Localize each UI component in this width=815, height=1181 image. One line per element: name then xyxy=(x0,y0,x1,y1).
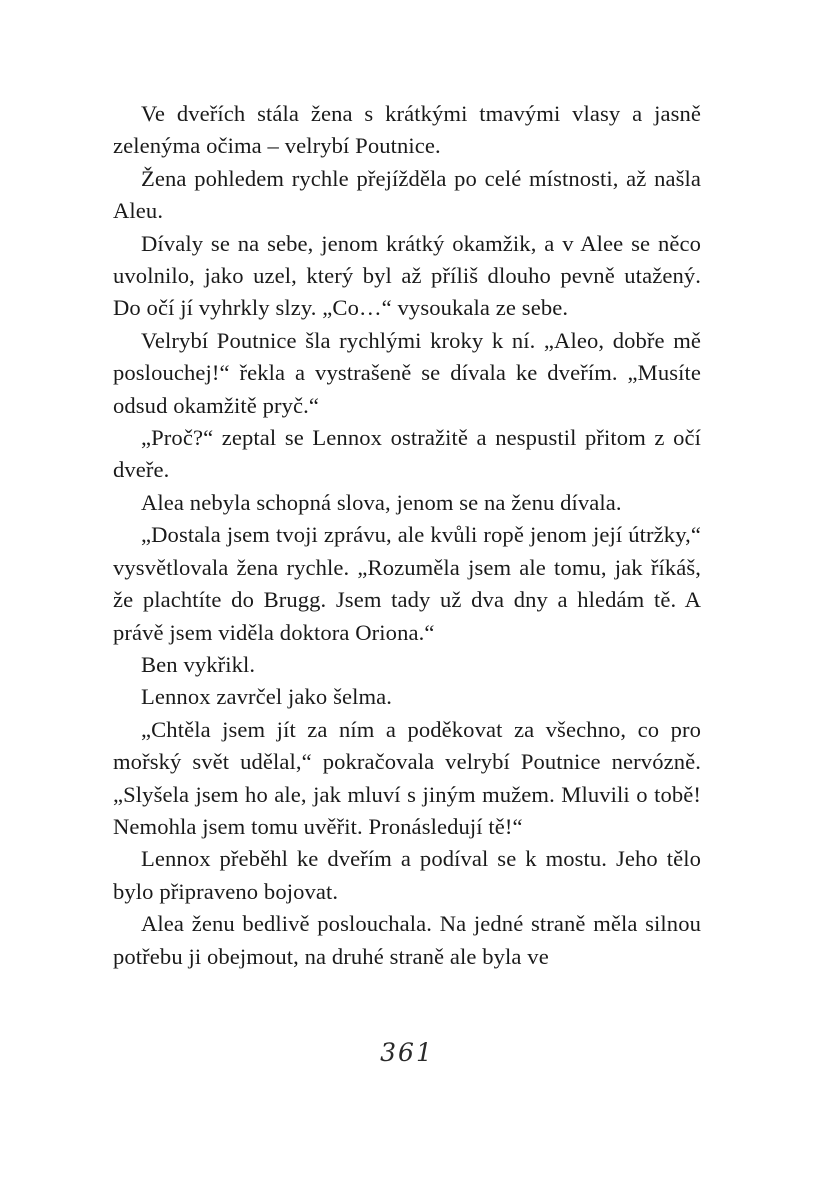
body-text xyxy=(113,98,701,973)
paragraph: „Proč?“ zeptal se Lennox ostražitě a nespustil přitom z očí dveře. xyxy=(113,425,701,483)
paragraph: „Chtěla jsem jít za ním a poděkovat za všechno, co pro mořský svět udělal,“ pokračovala velrybí Poutnice nervózně. „Slyšela jsem ho ale, jak mluví s jiným mužem. Mluvili o tobě! Nemohla jsem tomu uvěřit. Pronásledují tě!“ xyxy=(113,716,701,839)
paragraph: Alea nebyla schopná slova, jenom se na ženu dívala. xyxy=(141,489,622,515)
page-number: 361 xyxy=(380,1038,434,1067)
paragraph: Velrybí Poutnice šla rychlými kroky k ní. „Aleo, dobře mě poslouchej!“ řekla a vystrašeně se dívala ke dveřím. „Musíte odsud okamžitě pryč.“ xyxy=(113,327,701,418)
paragraph: Dívaly se na sebe, jenom krátký okamžik, a v Alee se něco uvolnilo, jako uzel, který byl až příliš dlouho pevně utažený. Do očí jí vyhrkly slzy. „Co…“ vysoukala ze sebe. xyxy=(113,230,701,321)
paragraph: Alea ženu bedlivě poslouchala. Na jedné straně měla silnou potřebu ji obejmout, na druhé straně ale byla ve xyxy=(113,911,701,969)
paragraph: „Dostala jsem tvoji zprávu, ale kvůli ropě jenom její útržky,“ vysvětlovala žena rychle. „Rozuměla jsem ale tomu, jak říkáš, že plachtíte do Brugg. Jsem tady už dva dny a hledám tě. A právě jsem viděla doktora Oriona.“ xyxy=(113,522,701,645)
paragraph: Ben vykřikl. xyxy=(141,651,256,677)
paragraph: Lennox zavrčel jako šelma. xyxy=(141,684,393,710)
paragraph: Lennox přeběhl ke dveřím a podíval se k mostu. Jeho tělo bylo připraveno bojovat. xyxy=(113,846,701,904)
paragraph: Ve dveřích stála žena s krátkými tmavými vlasy a jasně zelenýma očima – velrybí Poutnice. xyxy=(113,101,701,159)
paragraph: Žena pohledem rychle přejížděla po celé místnosti, až našla Aleu. xyxy=(113,165,701,224)
